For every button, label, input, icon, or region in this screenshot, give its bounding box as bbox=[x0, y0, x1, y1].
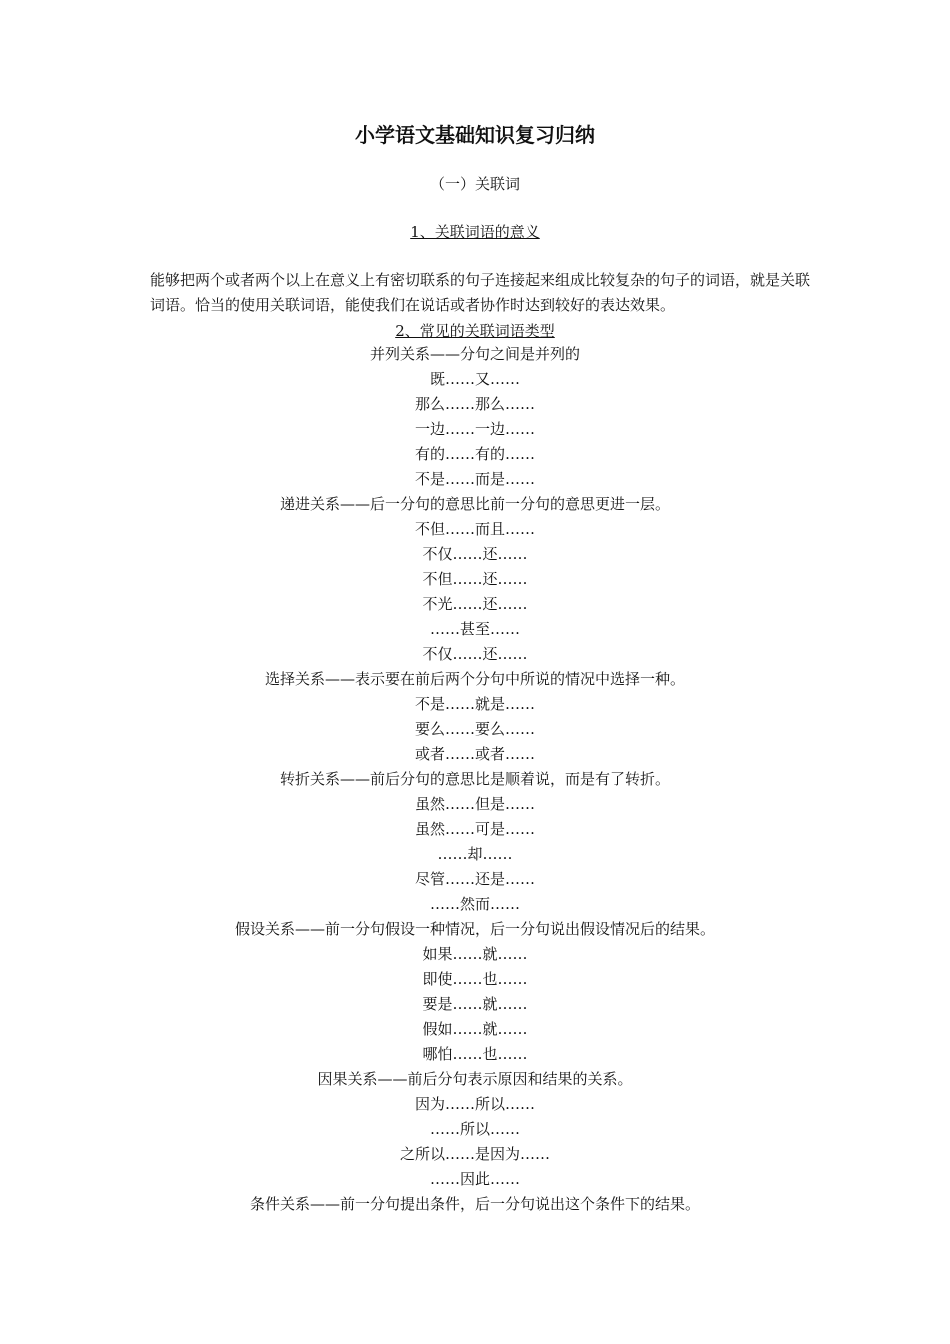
list-item: 哪怕……也…… bbox=[422, 1045, 528, 1063]
list-item: 一边……一边…… bbox=[414, 420, 535, 438]
list-item: ……所以…… bbox=[429, 1120, 520, 1138]
subsection-heading-meaning bbox=[0, 220, 950, 244]
list-item: 不是……而是…… bbox=[414, 470, 535, 488]
list-item: 假设关系——前一分句假设一种情况，后一分句说出假设情况后的结果。 bbox=[234, 920, 715, 938]
definition-paragraph: 能够把两个或者两个以上在意义上有密切联系的句子连接起来组成比较复杂的句子的词语，就是关联词语。恰当的使用关联词语，能使我们在说话或者协作时达到较好的表达效果。 bbox=[150, 271, 811, 314]
list-item: 即使……也…… bbox=[422, 970, 528, 988]
list-item: 要么……要么…… bbox=[414, 720, 535, 738]
list-item: 递进关系——后一分句的意思比前一分句的意思更进一层。 bbox=[279, 495, 670, 513]
list-item: 要是……就…… bbox=[422, 995, 528, 1013]
list-item: 那么……那么…… bbox=[414, 395, 535, 413]
connective-list bbox=[0, 342, 950, 1217]
document-title: 小学语文基础知识复习归纳 bbox=[355, 123, 595, 147]
list-item: 转折关系——前后分句的意思比是顺着说，而是有了转折。 bbox=[279, 770, 670, 788]
subsection-heading-types bbox=[0, 319, 950, 343]
list-item: ……然而…… bbox=[429, 895, 520, 913]
list-item: ……却…… bbox=[437, 845, 513, 863]
list-item: 不仅……还…… bbox=[422, 545, 528, 563]
list-item: 并列关系——分句之间是并列的 bbox=[369, 345, 580, 363]
subsection-heading-meaning-text: 1、关联词语的意义 bbox=[410, 223, 540, 241]
list-item: 不但……而且…… bbox=[414, 520, 535, 538]
list-item: 不但……还…… bbox=[422, 570, 528, 588]
list-item: 既……又…… bbox=[429, 370, 520, 388]
list-item: 或者……或者…… bbox=[414, 745, 535, 763]
list-item: 假如……就…… bbox=[422, 1020, 528, 1038]
list-item: 虽然……但是…… bbox=[414, 795, 535, 813]
list-item: 不是……就是…… bbox=[414, 695, 535, 713]
list-item: 条件关系——前一分句提出条件，后一分句说出这个条件下的结果。 bbox=[249, 1195, 700, 1213]
list-item: 不仅……还…… bbox=[422, 645, 528, 663]
section-heading: （一）关联词 bbox=[429, 175, 520, 193]
list-item: 有的……有的…… bbox=[414, 445, 535, 463]
list-item: 虽然……可是…… bbox=[414, 820, 535, 838]
list-item: 因为……所以…… bbox=[414, 1095, 535, 1113]
list-item: ……甚至…… bbox=[429, 620, 520, 638]
list-item: 如果……就…… bbox=[422, 945, 528, 963]
list-item: ……因此…… bbox=[429, 1170, 520, 1188]
subsection-heading-types-text: 2、常见的关联词语类型 bbox=[395, 322, 555, 340]
list-item: 因果关系——前后分句表示原因和结果的关系。 bbox=[317, 1070, 633, 1088]
list-item: 尽管……还是…… bbox=[414, 870, 535, 888]
list-item: 选择关系——表示要在前后两个分句中所说的情况中选择一种。 bbox=[264, 670, 685, 688]
list-item: 之所以……是因为…… bbox=[399, 1145, 550, 1163]
list-item: 不光……还…… bbox=[422, 595, 528, 613]
